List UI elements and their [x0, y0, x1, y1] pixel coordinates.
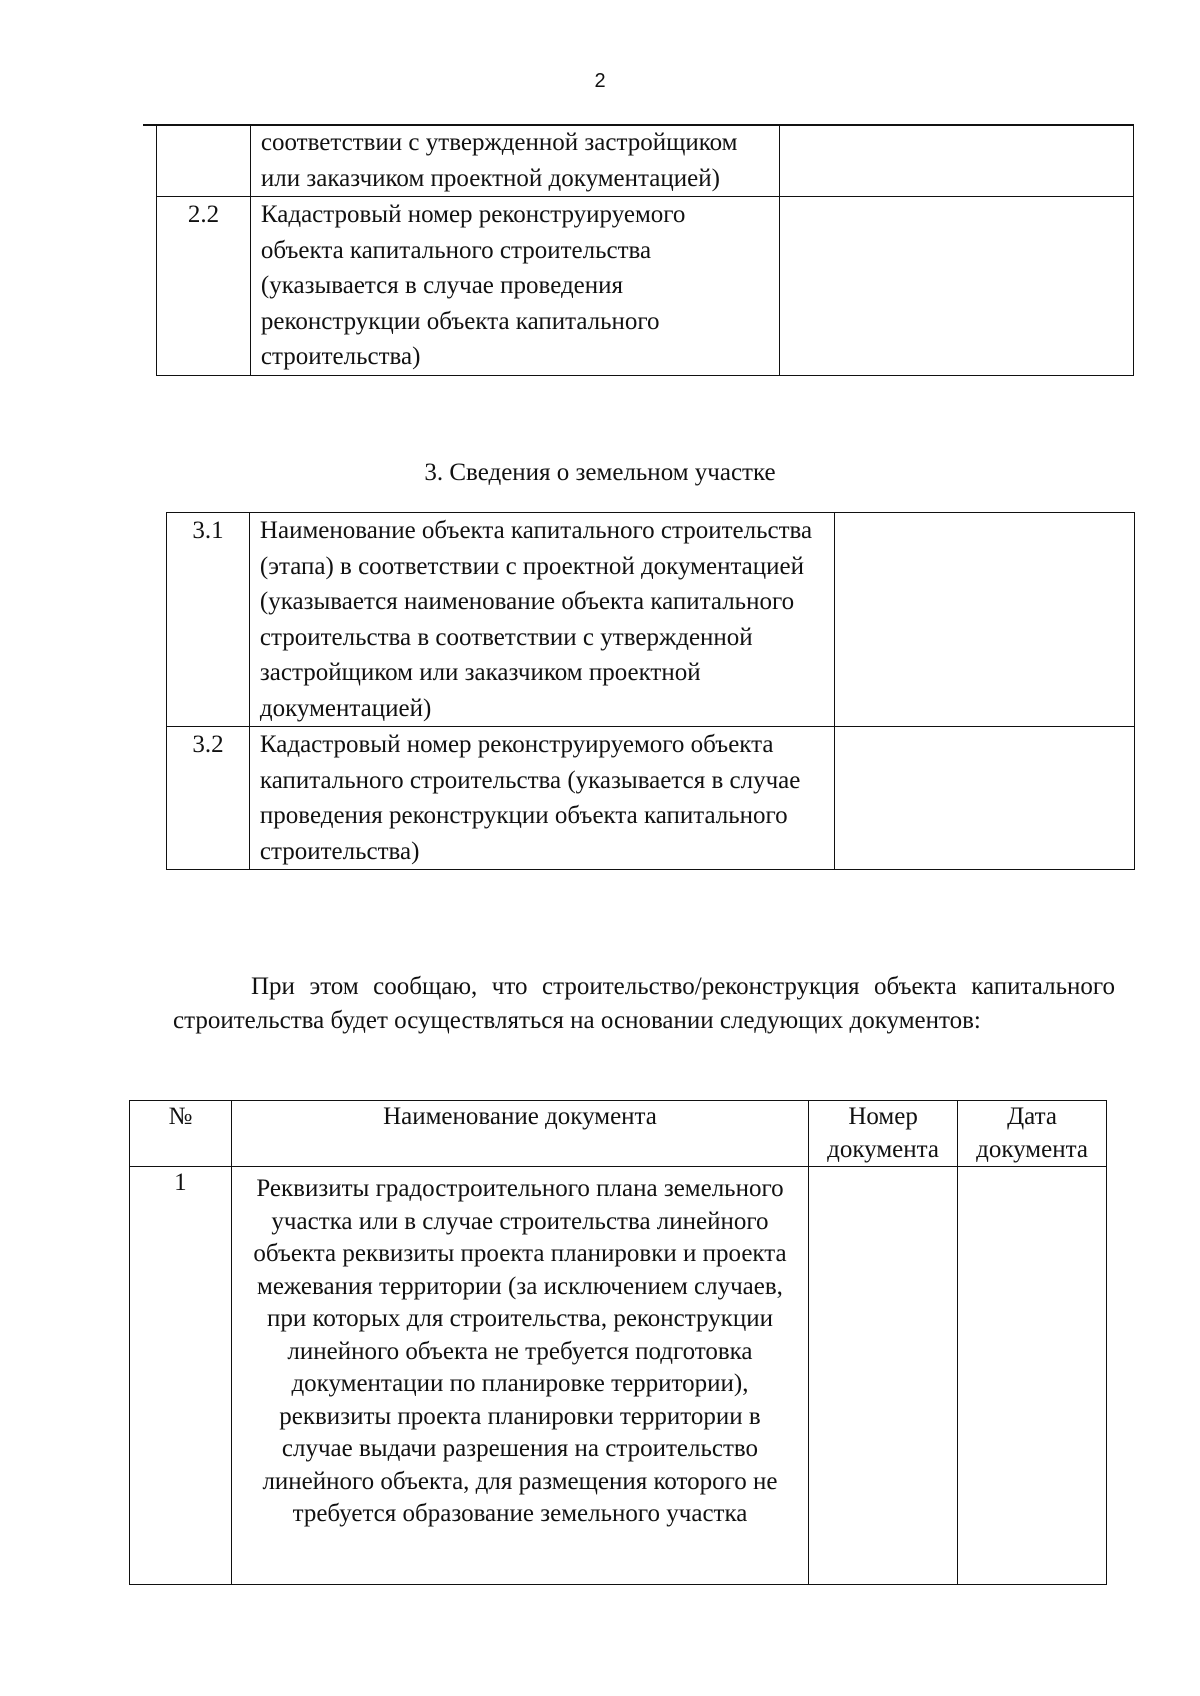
document-name: Реквизиты градостроительного плана земельного участка или в случае строительства линейного объекта реквизиты проекта планировки и проекта межевания территории (за исключением случаев, при которых для строительства, реконструкции линейного объекта не требуется подготовка документации по планировке территории), реквизиты проекта планировки территории в случае выдачи разрешения на строительство линейного объекта, для размещения которого не требуется образование земельного участка [231, 1167, 808, 1585]
row-number: 3.2 [167, 727, 250, 870]
statement-paragraph: При этом сообщаю, что строительство/реконструкция объекта капитального строительства будет осуществляться на основании следующих документов: [173, 973, 1115, 1034]
table-row [130, 1167, 1107, 1585]
document-date-cell[interactable] [958, 1167, 1107, 1585]
table-row [157, 197, 1134, 376]
row-value-cell[interactable] [780, 125, 1134, 197]
row-value-cell[interactable] [835, 513, 1135, 727]
row-description: Кадастровый номер реконструируемого объекта капитального строительства (указывается в случае проведения реконструкции объекта капитального строительства) [249, 727, 834, 870]
section-3-table [166, 512, 1135, 870]
row-value-cell[interactable] [780, 197, 1134, 376]
table-header-row [130, 1101, 1107, 1167]
table-row [167, 727, 1135, 870]
header-doc-number: Номер документа [809, 1101, 958, 1167]
row-description: соответствии с утвержденной застройщиком или заказчиком проектной документацией) [250, 125, 780, 197]
page-number: 2 [594, 70, 606, 92]
row-description: Наименование объекта капитального строительства (этапа) в соответствии с проектной документацией (указывается наименование объекта капитального строительства в соответствии с утвержденной застройщиком или заказчиком проектной документацией) [249, 513, 834, 727]
documents-table [129, 1100, 1107, 1585]
document-number-cell[interactable] [809, 1167, 958, 1585]
row-description: Кадастровый номер реконструируемого объекта капитального строительства (указывается в случае проведения реконструкции объекта капитального строительства) [250, 197, 780, 376]
table-row [167, 513, 1135, 727]
header-doc-date: Дата документа [958, 1101, 1107, 1167]
row-value-cell[interactable] [835, 727, 1135, 870]
row-number: 1 [130, 1167, 232, 1585]
header-num: № [130, 1101, 232, 1167]
table-row [157, 125, 1134, 197]
row-number [157, 125, 251, 197]
section-2-table [156, 124, 1134, 376]
row-number: 2.2 [157, 197, 251, 376]
header-name: Наименование документа [231, 1101, 808, 1167]
section-3-title: 3. Сведения о земельном участке [424, 459, 776, 486]
row-number: 3.1 [167, 513, 250, 727]
